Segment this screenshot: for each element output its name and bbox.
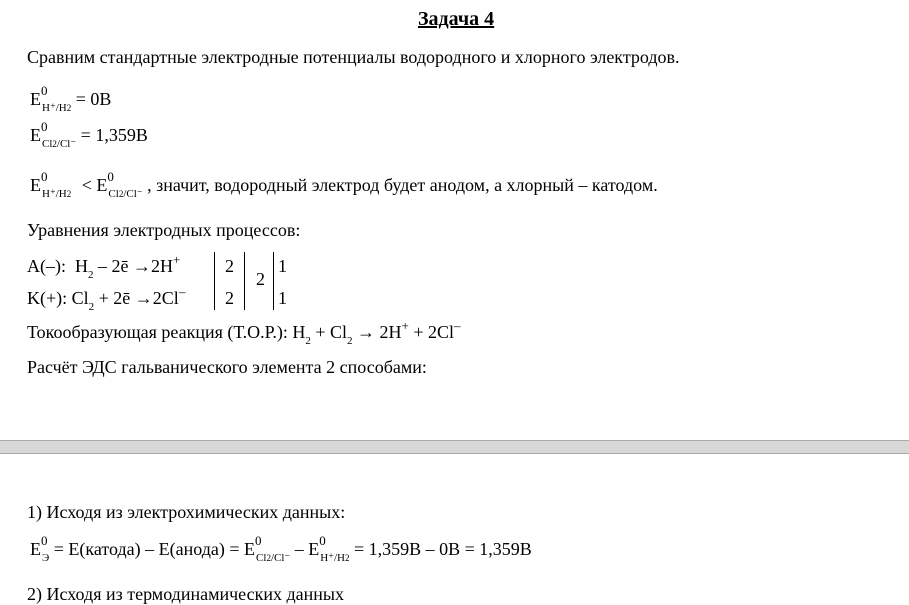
potential-hydrogen bbox=[30, 83, 112, 114]
anode-equation: A(–): $H_2$ – 2ē →2H+ bbox=[27, 252, 181, 281]
comparison-line bbox=[30, 169, 658, 200]
potential-hydrogen-value: = 0В bbox=[75, 89, 112, 109]
e0-chlorine-symbol: E 0 $_{Cl2/Cl^-}$ bbox=[30, 119, 77, 150]
method1-heading: 1) Исходя из электрохимических данных: bbox=[27, 502, 346, 522]
cathode-electrons: 2 bbox=[225, 288, 234, 308]
cathode-equation: K(+): $Cl_2$ + 2ē →2Cl– bbox=[27, 284, 186, 313]
e0-chlorine-compare: E 0 $_{Cl2/Cl^-}$ bbox=[96, 169, 143, 200]
anode-coefficient: 1 bbox=[278, 256, 287, 276]
potential-chlorine bbox=[30, 119, 148, 150]
current-forming-reaction: Токообразующая реакция (Т.О.Р.): $H_2 + Cl_2 \to 2H^+ + 2Cl^-$ bbox=[27, 318, 461, 347]
task-title: Задача 4 bbox=[418, 8, 495, 30]
less-than-sign: < bbox=[81, 175, 92, 195]
equations-heading: Уравнения электродных процессов: bbox=[27, 220, 301, 240]
emf-symbol: E 0 $_Э$ bbox=[30, 533, 50, 564]
intro-text: Сравним стандартные электродные потенциалы водородного и хлорного электродов. bbox=[27, 47, 680, 67]
potential-chlorine-value: = 1,359В bbox=[80, 125, 148, 145]
e0-hydrogen-compare: E 0 $_{H^+/H2}$ bbox=[30, 169, 72, 200]
e0-hydrogen-formula: E 0 $_{H^+/H2}$ bbox=[308, 533, 350, 564]
balance-bar-1 bbox=[214, 252, 215, 310]
e0-chlorine-formula: E 0 $_{Cl2/Cl^-}$ bbox=[244, 533, 291, 564]
page-separator bbox=[0, 440, 909, 454]
lcm-value: 2 bbox=[256, 269, 265, 289]
e0-hydrogen-symbol: E 0 $_{H^+/H2}$ bbox=[30, 83, 72, 114]
emf-heading: Расчёт ЭДС гальванического элемента 2 способами: bbox=[27, 357, 427, 377]
emf-formula: E 0 $_Э$ = E(катода) – E(анода) = E 0 $_{Cl2/Cl^-}$ – E 0 $_{H^+/H2}$ = 1,359В – 0В = 1,359В bbox=[30, 533, 532, 564]
method2-heading: 2) Исходя из термодинамических данных bbox=[27, 584, 344, 604]
cathode-coefficient: 1 bbox=[278, 288, 287, 308]
balance-bar-2 bbox=[244, 252, 245, 310]
anode-electrons: 2 bbox=[225, 256, 234, 276]
comparison-conclusion: , значит, водородный электрод будет анодом, а хлорный – катодом. bbox=[147, 175, 658, 195]
balance-bar-3 bbox=[273, 252, 274, 310]
